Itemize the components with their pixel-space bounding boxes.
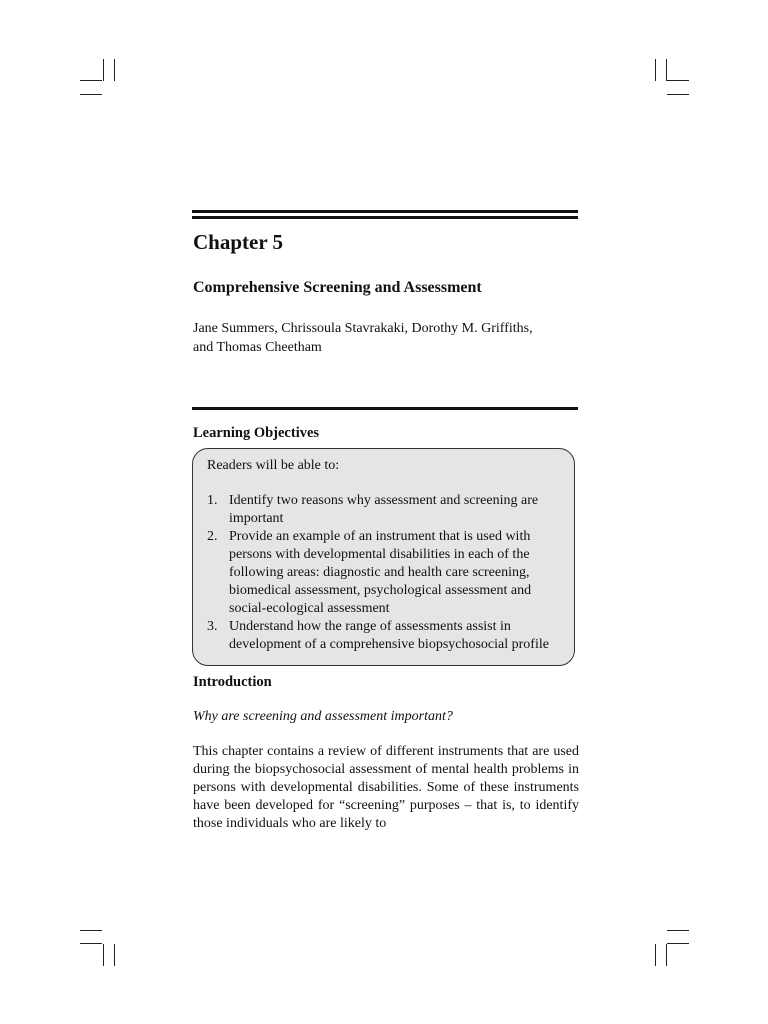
crop-mark — [666, 59, 667, 81]
objective-item — [207, 618, 563, 654]
objective-number: 3. — [207, 619, 218, 634]
chapter-number: Chapter 5 — [193, 230, 284, 254]
objective-text: Provide an example of an instrument that is used with persons with developmental disabilities in each of the following areas: diagnostic and health care screening, biomedical assessment, psychological assessment and social-ecological assessment — [229, 529, 532, 616]
objective-item — [207, 528, 563, 618]
crop-mark — [667, 80, 689, 81]
introduction-question: Why are screening and assessment important? — [193, 709, 453, 724]
chapter-authors — [193, 319, 583, 357]
crop-mark — [667, 94, 689, 95]
crop-mark — [103, 944, 104, 966]
objective-number: 1. — [207, 493, 218, 508]
crop-mark — [80, 930, 102, 931]
introduction-heading: Introduction — [193, 674, 272, 690]
objective-text: Understand how the range of assessments assist in development of a comprehensive biopsychosocial profile — [229, 619, 549, 652]
authors-line: Jane Summers, Chrissoula Stavrakaki, Dorothy M. Griffiths, — [193, 321, 533, 336]
crop-mark — [80, 943, 102, 944]
objective-item — [207, 492, 563, 528]
section-divider — [192, 407, 578, 410]
learning-objectives-heading: Learning Objectives — [193, 425, 320, 441]
header-rule-top — [192, 210, 578, 213]
crop-mark — [114, 59, 115, 81]
objectives-list — [207, 492, 563, 654]
crop-mark — [667, 943, 689, 944]
objectives-intro: Readers will be able to: — [207, 458, 340, 473]
objective-text: Identify two reasons why assessment and screening are important — [229, 493, 539, 526]
introduction-paragraph: This chapter contains a review of different instruments that are used during the biopsychosocial assessment of mental health problems in persons with developmental disabilities. Some of these instruments have been developed for “screening” purposes – that is, to identify those individuals who are likely to — [193, 744, 579, 831]
crop-mark — [655, 944, 656, 966]
crop-mark — [667, 930, 689, 931]
header-rule-bottom — [192, 216, 578, 219]
crop-mark — [80, 80, 102, 81]
chapter-title: Comprehensive Screening and Assessment — [193, 279, 482, 296]
crop-mark — [114, 944, 115, 966]
crop-mark — [655, 59, 656, 81]
objective-number: 2. — [207, 529, 218, 544]
crop-mark — [666, 944, 667, 966]
authors-line: and Thomas Cheetham — [193, 340, 322, 355]
crop-mark — [103, 59, 104, 81]
crop-mark — [80, 94, 102, 95]
